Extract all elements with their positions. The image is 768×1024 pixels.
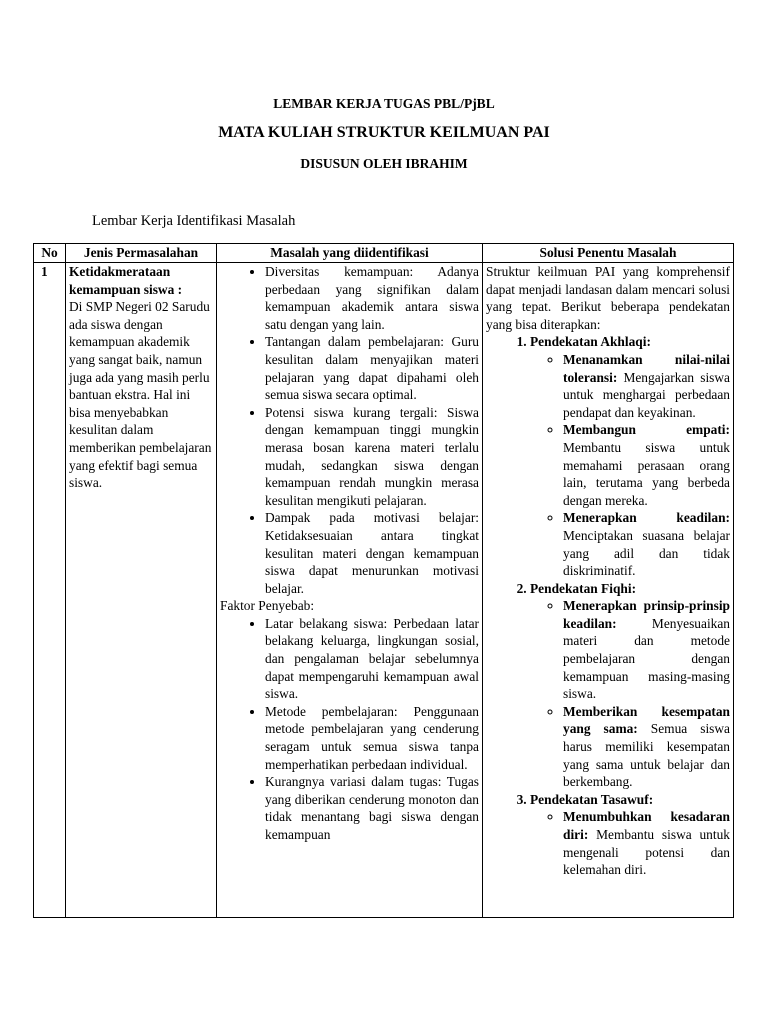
list-item: • Latar belakang siswa: Perbedaan latar belakang keluarga, lingkungan sosial, dan pengalaman belajar sebelumnya dapat mempengaruhi kemampuan awal siswa. [265, 615, 479, 703]
pendekatan-list [486, 333, 730, 878]
item-text: Membantu siswa untuk mengenali potensi dan kelemahan diri. [563, 827, 730, 878]
item-text: Menyesuaikan materi dan metode pembelajaran dengan kemampuan masing-masing siswa. [563, 615, 730, 702]
sub-list [530, 351, 730, 580]
item-heading: Menerapkan prinsip-prinsip keadilan: [563, 598, 730, 631]
cell-no [34, 263, 66, 918]
list-item [563, 597, 730, 703]
item-text: Mengajarkan siswa untuk menghargai perbedaan pendapat dan keyakinan. [563, 369, 730, 420]
pendekatan-item [530, 791, 730, 879]
item-text: Semua siswa harus memiliki kesempatan yang sama untuk belajar dan berkembang. [563, 721, 730, 790]
pendekatan-title: Pendekatan Tasawuf: [530, 791, 654, 807]
pendekatan-item [530, 333, 730, 579]
jenis-title: Ketidakmerataan kemampuan siswa : [69, 264, 183, 297]
worksheet-title: LEMBAR KERJA TUGAS PBL/PjBL [273, 96, 495, 111]
item-text: Membantu siswa untuk memahami perasaan orang lain, terutama yang berbeda dengan mereka. [563, 439, 730, 508]
item-text: Menciptakan suasana belajar yang adil dan tidak diskriminatif. [563, 527, 730, 579]
list-item: • Metode pembelajaran: Penggunaan metode pembelajaran yang cenderung seragam untuk semua siswa tanpa memperhatikan perbedaan individual. [265, 703, 479, 773]
item-heading: Menanamkan nilai-nilai toleransi: [563, 351, 730, 385]
list-item [563, 808, 730, 878]
item-heading: Membangun empati: [563, 422, 730, 438]
faktor-label: Faktor Penyebab: [220, 598, 315, 614]
cell-jenis [66, 263, 217, 918]
header-masalah: Masalah yang diidentifikasi [217, 244, 483, 263]
sub-list [530, 597, 730, 791]
item-heading: Menumbuhkan kesadaran diri: [563, 809, 730, 842]
table-row [34, 263, 734, 918]
list-item: • Dampak pada motivasi belajar: Ketidaksesuaian antara tingkat kesulitan materi dengan kemampuan siswa dapat menurunkan motivasi belajar. [265, 509, 479, 597]
item-heading: Memberikan kesempatan yang sama: [563, 703, 730, 737]
cell-solusi [483, 263, 734, 918]
header-jenis: Jenis Permasalahan [66, 244, 217, 263]
author-line: DISUSUN OLEH IBRAHIM [300, 156, 468, 171]
masalah-content [220, 263, 479, 917]
cell-masalah [217, 263, 483, 918]
problem-identification-table [33, 243, 734, 918]
header-solusi: Solusi Penentu Masalah [483, 244, 734, 263]
sub-list [530, 808, 730, 878]
header-no: No [34, 244, 66, 263]
section-title: Lembar Kerja Identifikasi Masalah [92, 213, 296, 229]
course-title: MATA KULIAH STRUKTUR KEILMUAN PAI [218, 124, 550, 141]
list-item: • Potensi siswa kurang tergali: Siswa dengan kemampuan tinggi mungkin merasa bosan karena materi terlalu mudah, sedangkan siswa dengan kemampuan rendah mungkin merasa kesulitan mengikuti pelajaran. [265, 404, 479, 510]
item-heading: Menerapkan keadilan: [563, 510, 730, 526]
list-item [563, 703, 730, 791]
list-item [563, 421, 730, 509]
pendekatan-title: Pendekatan Fiqhi: [530, 580, 637, 596]
faktor-list [220, 615, 479, 844]
jenis-body: Di SMP Negeri 02 Sarudu ada siswa dengan kemampuan akademik yang sangat baik, namun juga ada yang masih perlu bantuan ekstra. Hal ini bisa menyebabkan kesulitan dalam memberikan pembelajaran yang efektif bagi semua siswa. [69, 299, 212, 491]
list-item: • Diversitas kemampuan: Adanya perbedaan yang signifikan dalam kemampuan akademik antara siswa satu dengan yang lain. [265, 263, 479, 333]
pendekatan-title: Pendekatan Akhlaqi: [530, 334, 651, 350]
row-number: 1 [41, 264, 48, 279]
list-item: • Tantangan dalam pembelajaran: Guru kesulitan dalam menyajikan materi pelajaran yang dapat dipahami oleh semua siswa secara optimal. [265, 333, 479, 403]
solusi-intro: Struktur keilmuan PAI yang komprehensif dapat menjadi landasan dalam mencari solusi yang tepat. Berikut beberapa pendekatan yang bisa diterapkan: [486, 264, 730, 332]
table-header-row [34, 244, 734, 263]
masalah-list [220, 263, 479, 597]
list-item [563, 351, 730, 421]
pendekatan-item [530, 580, 730, 791]
list-item [563, 509, 730, 579]
list-item: • Kurangnya variasi dalam tugas: Tugas yang diberikan cenderung monoton dan tidak menantang bagi siswa dengan kemampuan [265, 773, 479, 843]
